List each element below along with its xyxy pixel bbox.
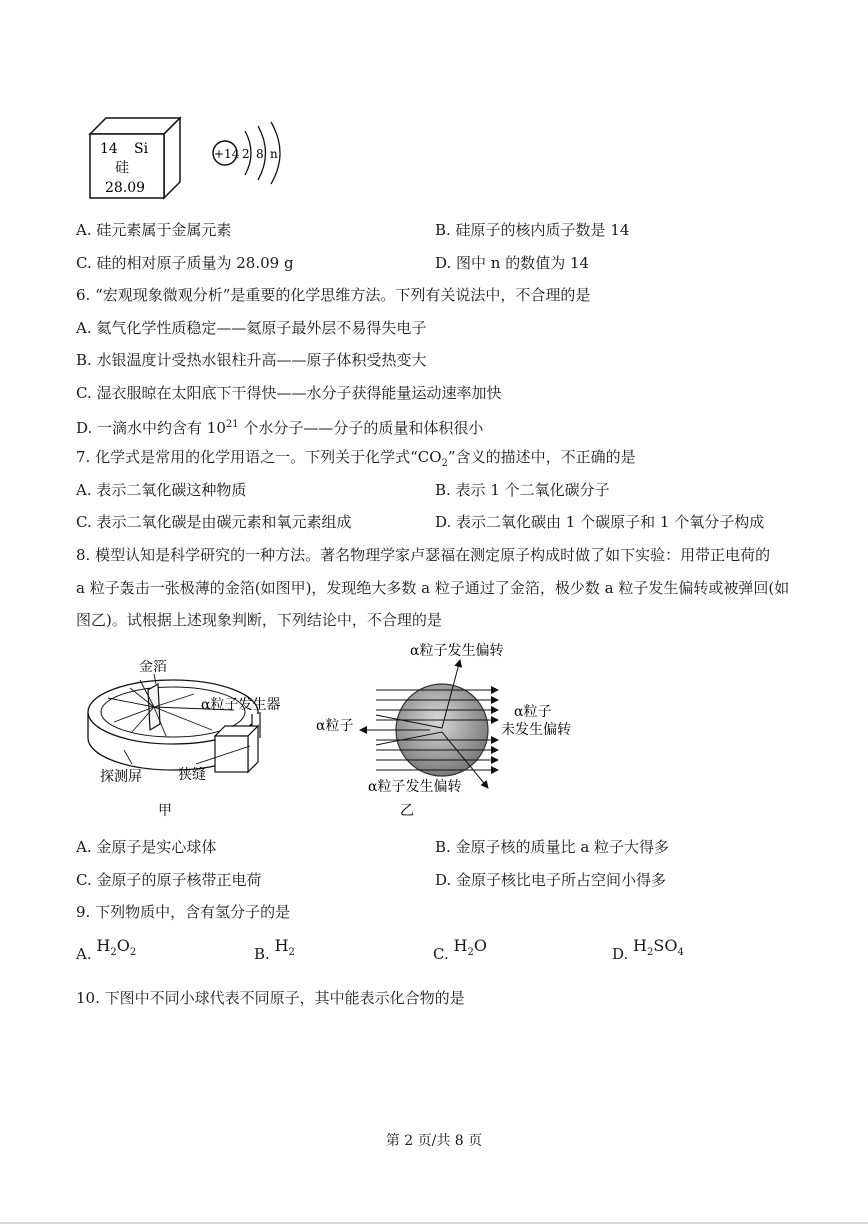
nucleus-charge: +14	[214, 147, 240, 161]
label-alpha-generator: α粒子发生器	[201, 697, 281, 713]
element-name: 硅	[115, 160, 129, 176]
caption-yi: 乙	[400, 803, 414, 819]
q5-option-d: D. 图中 n 的数值为 14	[435, 254, 590, 272]
q8-option-b: B. 金原子核的质量比 a 粒子大得多	[435, 838, 670, 856]
q9-option-d: D. $H_2SO_4$	[612, 936, 684, 963]
shell-electrons: 2	[242, 147, 250, 161]
q8-option-d: D. 金原子核比电子所占空间小得多	[435, 871, 667, 889]
q6-option-d: D. 一滴水中约含有 $10^{21}$ 个水分子——分子的质量和体积很小	[76, 419, 484, 437]
element-mass: 28.09	[105, 180, 146, 196]
q5-option-b: B. 硅原子的核内质子数是 14	[435, 221, 630, 239]
element-number: 14	[100, 141, 118, 157]
bottom-rule	[0, 1222, 868, 1224]
element-card-figure	[88, 112, 188, 202]
label-deflected-top: α粒子发生偏转	[410, 643, 504, 659]
q8-option-a: A. 金原子是实心球体	[76, 838, 217, 856]
q9-formula-a: $H_2O_2$	[96, 936, 137, 959]
label-deflected-bottom: α粒子发生偏转	[368, 779, 462, 795]
q8-stem-line-2: a 粒子轰击一张极薄的金箔(如图甲)，发现绝大多数 a 粒子通过了金箔，极少数 a 粒子发生偏转或被弹回(如	[76, 579, 790, 597]
q9-option-a: A. $H_2O_2$	[76, 936, 137, 963]
shell-electrons: n	[270, 147, 278, 161]
q5-option-c: C. 硅的相对原子质量为 28.09 g	[76, 254, 294, 272]
q8-option-c: C. 金原子的原子核带正电荷	[76, 871, 262, 889]
q7-stem: 7. 化学式是常用的化学用语之一。下列关于化学式“$CO_2$”含义的描述中，不正确的是	[76, 448, 636, 469]
label-alpha-particle: α粒子	[316, 718, 354, 734]
caption-jia: 甲	[158, 803, 172, 819]
q5-option-a: A. 硅元素属于金属元素	[76, 221, 232, 239]
q6-option-c: C. 湿衣服晾在太阳底下干得快——水分子获得能量运动速率加快	[76, 384, 502, 402]
q7-option-d: D. 表示二氧化碳由 1 个碳原子和 1 个氧分子构成	[435, 513, 765, 531]
q6-stem: 6. “宏观现象微观分析”是重要的化学思维方法。下列有关说法中，不合理的是	[76, 286, 591, 304]
q8-stem-line-3: 图乙)。试根据上述现象判断，下列结论中，不合理的是	[76, 611, 442, 629]
q9-option-b: B. $H_2$	[254, 936, 295, 963]
q6-option-a: A. 氦气化学性质稳定——氦原子最外层不易得失电子	[76, 319, 427, 337]
q9-formula-d: $H_2SO_4$	[633, 936, 684, 959]
q7-option-a: A. 表示二氧化碳这种物质	[76, 481, 247, 499]
figure-yi-scattering-diagram	[312, 638, 602, 823]
element-symbol: Si	[134, 141, 149, 157]
q9-formula-b: $H_2$	[274, 936, 295, 959]
label-undeflected-2: 未发生偏转	[501, 722, 571, 738]
q10-stem: 10. 下图中不同小球代表不同原子，其中能表示化合物的是	[76, 989, 465, 1007]
atom-structure-diagram	[205, 118, 295, 190]
alpha-generator-box	[215, 736, 248, 772]
label-slit: 狭缝	[178, 767, 206, 783]
q7-option-c: C. 表示二氧化碳是由碳元素和氧元素组成	[76, 513, 352, 531]
q9-formula-c: $H_2O$	[453, 936, 487, 959]
q9-option-c: C. $H_2O$	[433, 936, 487, 963]
q8-stem-line-1: 8. 模型认知是科学研究的一种方法。著名物理学家卢瑟福在测定原子构成时做了如下实验：用带正电荷的	[76, 546, 771, 564]
figure-jia-gold-foil-apparatus	[84, 660, 299, 820]
label-gold-foil: 金箔	[139, 660, 167, 675]
page-footer: 第 2 页/共 8 页	[385, 1133, 483, 1149]
q7-option-b: B. 表示 1 个二氧化碳分子	[435, 481, 610, 499]
label-detector-screen: 探测屏	[100, 769, 142, 785]
q6-option-b: B. 水银温度计受热水银柱升高——原子体积受热变大	[76, 351, 427, 369]
label-undeflected-1: α粒子	[514, 704, 552, 720]
q9-stem: 9. 下列物质中，含有氢分子的是	[76, 903, 291, 921]
shell-electrons: 8	[256, 147, 264, 161]
